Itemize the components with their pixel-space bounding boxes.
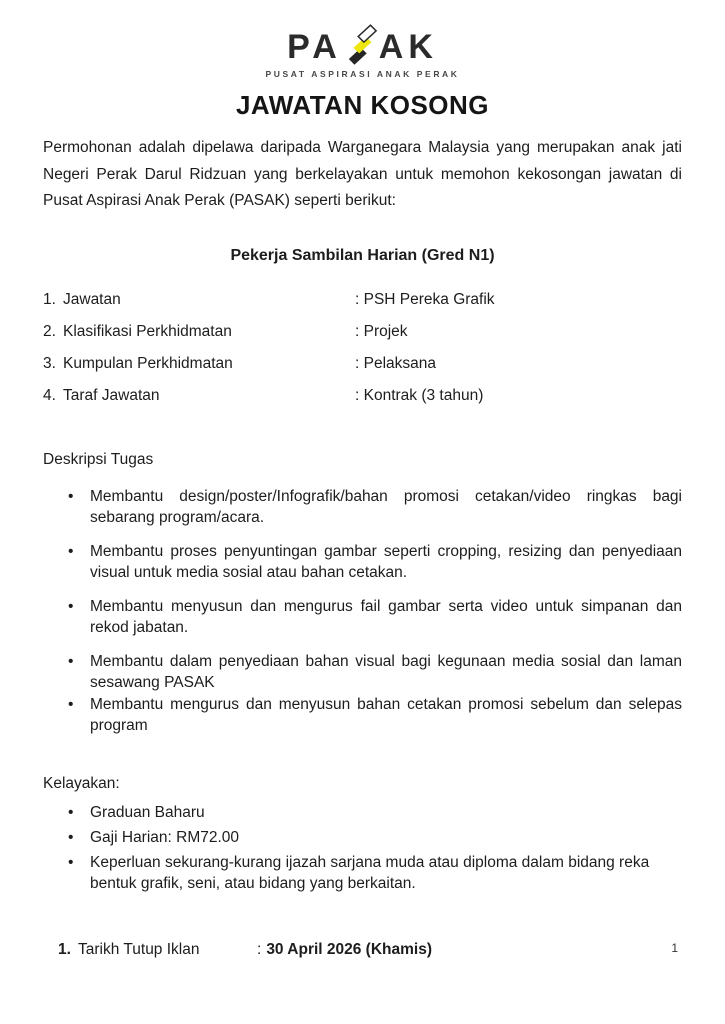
pasak-logo [43,26,682,79]
tasks-list [43,486,682,736]
detail-row-kumpulan [43,353,682,374]
logo-text-pa: PA [287,28,342,66]
qualifications-list [43,802,682,894]
closing-label: Tarikh Tutup Iklan [78,940,200,958]
closing-colon: : [257,940,262,958]
qualification-item: • Graduan Baharu [90,802,682,823]
closing-number: 1. [58,940,71,958]
intro-paragraph: Permohonan adalah dipelawa daripada Warganegara Malaysia yang merupakan anak jati Negeri Perak Darul Ridzuan yang berkelayakan untuk memohon kekosongan jawatan di Pusat Aspirasi Anak Perak (PASAK) seperti berikut: [43,139,682,209]
logo-tagline: PUSAT ASPIRASI ANAK PERAK [265,69,460,79]
qualification-item: • Gaji Harian: RM72.00 [90,827,682,848]
position-details-list [43,289,682,406]
detail-label: Kumpulan Perkhidmatan [63,354,233,372]
task-item: • Membantu design/poster/Infografik/bahan promosi cetakan/video ringkas bagi sebarang program/acara. [90,486,682,528]
logo-wordmark [43,26,682,66]
tasks-heading: Deskripsi Tugas [43,450,154,468]
page-number: 1 [671,941,678,955]
closing-date-row [58,939,682,960]
task-item: • Membantu menyusun dan mengurus fail gambar serta video untuk simpanan dan rekod jabatan. [90,596,682,638]
detail-value: : Projek [355,322,408,340]
task-item: • Membantu dalam penyediaan bahan visual bagi kegunaan media sosial dan laman sesawang PASAK [90,651,682,693]
detail-label: Jawatan [63,290,121,308]
logo-text-ak: AK [378,28,438,66]
detail-value: : Kontrak (3 tahun) [355,386,484,404]
detail-row-jawatan [43,289,682,310]
task-item: • Membantu proses penyuntingan gambar seperti cropping, resizing dan penyediaan visual untuk media sosial atau bahan cetakan. [90,541,682,583]
detail-number: 3. [43,354,56,372]
page-title: JAWATAN KOSONG [235,90,490,120]
detail-value: : PSH Pereka Grafik [355,290,495,308]
position-heading: Pekerja Sambilan Harian (Gred N1) [230,246,495,264]
lightning-s-icon [346,22,378,71]
detail-row-taraf [43,385,682,406]
qualification-item: • Keperluan sekurang-kurang ijazah sarjana muda atau diploma dalam bidang reka bentuk grafik, seni, atau bidang yang berkaitan. [90,852,682,894]
detail-label: Taraf Jawatan [63,386,160,404]
detail-row-klasifikasi [43,321,682,342]
closing-value: 30 April 2026 (Khamis) [266,940,432,958]
detail-label: Klasifikasi Perkhidmatan [63,322,232,340]
detail-number: 2. [43,322,56,340]
detail-number: 4. [43,386,56,404]
task-item: • Membantu mengurus dan menyusun bahan cetakan promosi sebelum dan selepas program [90,694,682,736]
detail-value: : Pelaksana [355,354,436,372]
detail-number: 1. [43,290,56,308]
qualifications-heading: Kelayakan: [43,774,120,792]
